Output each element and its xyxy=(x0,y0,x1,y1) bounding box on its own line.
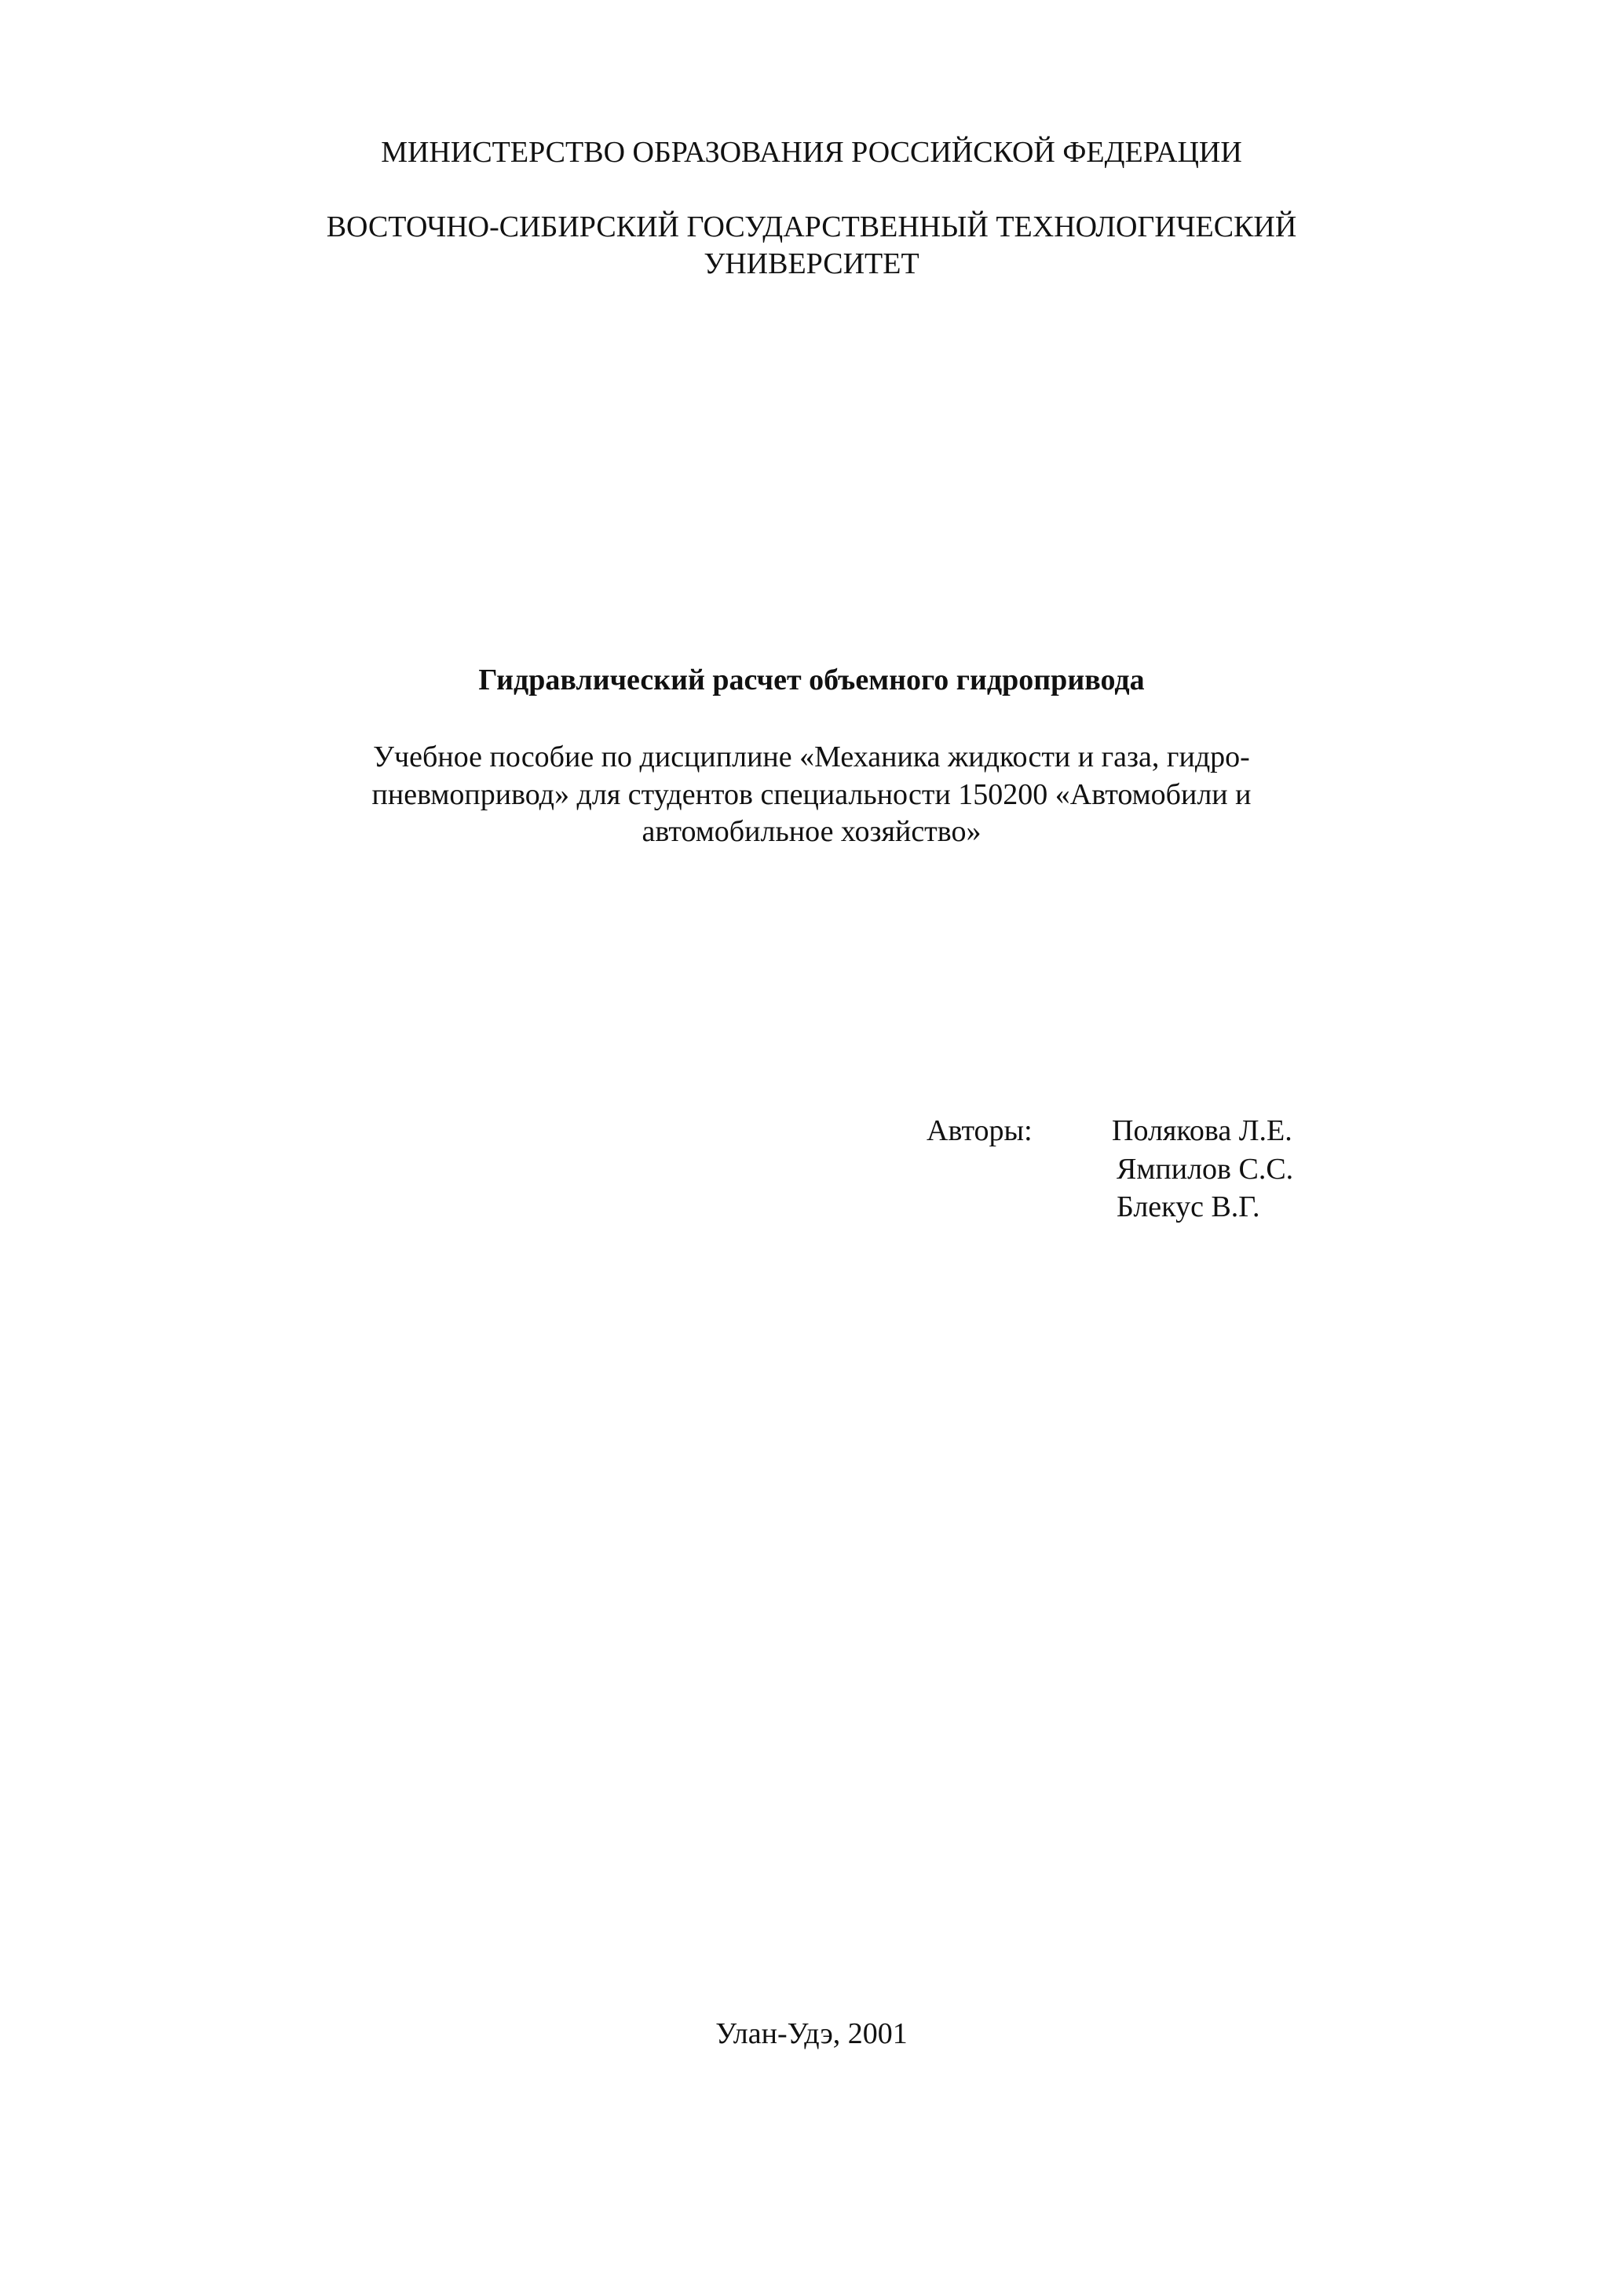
subtitle-line-2: пневмопривод» для студентов специальности 150200 «Автомобили и xyxy=(371,778,1252,811)
ministry-heading: МИНИСТЕРСТВО ОБРАЗОВАНИЯ РОССИЙСКОЙ ФЕДЕРАЦИИ xyxy=(381,136,1242,169)
author-name: Блекус В.Г. xyxy=(1117,1190,1260,1223)
authors-label: Авторы: xyxy=(927,1114,1033,1147)
author-name: Полякова Л.Е. xyxy=(1112,1114,1292,1147)
document-title: Гидравлический расчет объемного гидропривода xyxy=(478,664,1145,696)
subtitle-line-3: автомобильное хозяйство» xyxy=(642,815,981,848)
university-heading-line-2: УНИВЕРСИТЕТ xyxy=(704,247,919,280)
place-and-year: Улан-Удэ, 2001 xyxy=(715,2017,908,2050)
author-name: Ямпилов С.С. xyxy=(1117,1153,1294,1186)
subtitle-line-1: Учебное пособие по дисциплине «Механика жидкости и газа, гидро- xyxy=(373,740,1250,773)
university-heading-line-1: ВОСТОЧНО-СИБИРСКИЙ ГОСУДАРСТВЕННЫЙ ТЕХНОЛОГИЧЕСКИЙ xyxy=(326,210,1297,243)
